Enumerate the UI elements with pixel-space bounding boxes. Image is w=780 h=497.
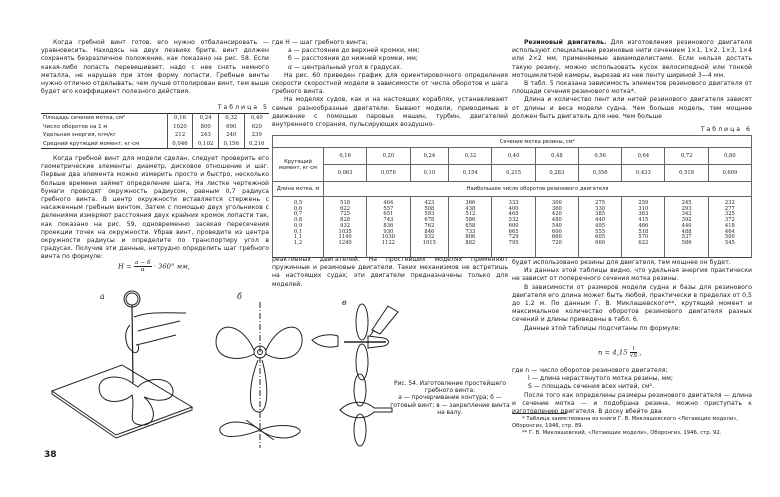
table6-caption: Таблица 6 xyxy=(700,126,752,133)
table5-row-label: Удельная энергия, кгм/кг xyxy=(43,132,117,139)
table6-torque-value: 0,063 xyxy=(324,165,367,182)
table6-torque-value: 0,609 xyxy=(708,165,751,182)
table6-revs-label: Наибольшее число оборотов резинового двигателя xyxy=(324,182,752,197)
paragraph-engines-cont: реактивных двигателей. На простейших моделях применяют пружинные и резиновые двигатели. Таких механизмов не встретишь на настоящих судах; эти двигатели предназначены только для моделей. xyxy=(272,256,508,288)
page-number: 38 xyxy=(44,450,57,460)
table6-length-value: 0,7 xyxy=(293,211,303,218)
table6-revs-value: 1035 xyxy=(338,228,352,235)
figure-label-b: б xyxy=(237,292,242,301)
table5-cell: 0,24 xyxy=(193,114,219,123)
where-line: l — длина нерастянутого мотка резины, мм; xyxy=(528,375,674,383)
table6-revs-value: 743 xyxy=(383,217,394,224)
table6-revs-value: 385 xyxy=(595,211,606,218)
illustration-finished-propeller xyxy=(210,300,310,450)
table6-torque-value: 0,356 xyxy=(578,165,621,182)
caption-title: Рис. 54. Изготовление простейшего гребного винта: xyxy=(394,381,506,395)
table6-revs-value: 310 xyxy=(638,205,649,212)
table6-length-value: 1,1 xyxy=(293,234,303,241)
paragraph-rubber: Для изготовления резинового двигателя используют специальные резиновые нити сечением 1×1, 1×2, 1×3, 1×4 или 2×2 мм, применяемые авиамоделистами. Если нельзя достать такую резину, можно использовать кусок велосипедной или тонкой мотоциклетной камеры, вырезав из нее ленту шириной 3—4 мм. xyxy=(512,39,752,79)
table6-revs-value: 651 xyxy=(383,211,394,218)
table6-revs-value: 518 xyxy=(638,228,649,235)
table6-revs-value: 277 xyxy=(724,205,735,212)
table5-cell: 240 xyxy=(218,131,244,140)
table6-revs-value: 342 xyxy=(681,211,692,218)
table6-torque-value: 0,154 xyxy=(449,165,492,182)
table6-length-value: 0,9 xyxy=(293,222,303,229)
table6-revs-value: 678 xyxy=(424,217,435,224)
table6-revs-value: 330 xyxy=(595,205,606,212)
table5-row xyxy=(41,123,269,132)
table5-row-label: Средний крутящий момент, кг·см xyxy=(43,140,140,147)
table5-caption: Таблица 5 xyxy=(217,104,269,111)
middle-text-bottom xyxy=(272,256,508,289)
table6-revs-value: 593 xyxy=(424,211,435,218)
formula-rhs: · 360° мм, xyxy=(153,262,190,271)
table6-revs-value: 557 xyxy=(383,205,394,212)
table6-data-row xyxy=(273,197,752,258)
footnotes xyxy=(512,416,752,437)
table6-revs-value: 465 xyxy=(508,211,519,218)
paragraph-graph-ref: На рис. 60 приведен график для ориентировочного определения скорости скоростной модели в зависимости от числа оборотов и шага гребного винта. xyxy=(272,71,508,96)
table6-revs-value: 570 xyxy=(638,234,649,241)
table6-revs-value: 438 xyxy=(465,205,476,212)
table6-revs-value: 275 xyxy=(595,200,606,206)
table6-revs-value: 882 xyxy=(465,239,476,246)
table6-revs-value: 440 xyxy=(681,222,692,229)
paragraph-more-rubber: будет использовано резины для двигателя, тем мощнее он будет. xyxy=(512,259,731,266)
illustration-mounting-propeller xyxy=(310,300,400,450)
formula-denominator: α xyxy=(140,267,145,273)
table6-length-value: 0,6 xyxy=(293,205,303,212)
paragraph-geometry: Когда гребной винт для модели сделан, следует проверить его геометрические элементы: диаметр, дисковое отношение и шаг. Первые два элемента можно измерить просто и быстро, несколько больше времени займет определение шага. На листке чертежной бумаги проводят окружность радиусом, равным 0,7 радиуса гребного винта. В центр окружности вставляется стержень с насаженным гребным винтом. Затем с помощью двух угольников с делениями измеряют расстояния двух крайних кромок лопасти так, как показано на рис. 59, одновременно засекая пересечения проекции точек на окружности. Убрав винт, проведите из центра окружности радиусы и определите по транспортиру угол в градусах. Получив эти данные, нетрудно определить шаг гребного винта по формуле: xyxy=(41,155,269,261)
table6-revs-column xyxy=(708,197,751,258)
table6-revs-value: 932 xyxy=(424,234,435,241)
table6-torque-value: 0,215 xyxy=(492,165,535,182)
table6-revs-column xyxy=(578,197,621,258)
formula-numerator: a − б xyxy=(134,260,151,266)
table6-revs-value: 846 xyxy=(424,228,435,235)
formula-numerator: l xyxy=(630,346,638,353)
table5-row-label: Число оборотов на 1 м xyxy=(43,123,108,130)
where-line: б — расстояние до нижней кромки, мм; xyxy=(288,55,418,63)
table6-revs-column xyxy=(410,197,449,258)
table6-revs-value: 836 xyxy=(383,222,394,229)
right-text-where xyxy=(512,367,752,416)
table6-revs-value: 512 xyxy=(465,211,476,218)
table6-revs-value: 372 xyxy=(724,217,735,224)
table6-revs-value: 586 xyxy=(681,239,692,246)
table6-revs-value: 423 xyxy=(424,200,435,206)
where-line: где H — шаг гребного винта; xyxy=(272,39,368,46)
table6-revs-value: 415 xyxy=(638,217,649,224)
table6-revs-value: 1015 xyxy=(422,239,436,246)
table6-length-value: 0,8 xyxy=(293,217,303,224)
table6-section-value: 0,48 xyxy=(535,148,578,165)
table6-revs-column xyxy=(449,197,492,258)
table6-revs-value: 518 xyxy=(340,200,351,206)
paragraph-length-range: В зависимости от размеров модели судна и базы для резинового двигателя его длина может быть любой, практически в пределах от 0,5 до 1,2 м. По данным Г. В. Миклашевского**, крутящий момент и максимальное количество оборотов резинового двигателя разных сечений и длины приведены в табл. 6. xyxy=(512,283,752,324)
figure-label-a: а xyxy=(100,292,105,301)
table6-revs-value: 464 xyxy=(724,228,735,235)
table6-revs-column xyxy=(622,197,665,258)
table6-revs-value: 828 xyxy=(340,217,351,224)
table6-section-value: 0,40 xyxy=(492,148,535,165)
table6-revs-value: 930 xyxy=(383,228,394,235)
table6-revs-value: 1140 xyxy=(338,234,352,241)
table6-revs-value: 622 xyxy=(340,205,351,212)
assembled-spinner xyxy=(340,402,392,418)
table6-torque-value: 0,076 xyxy=(367,165,410,182)
table6-section-value: 0,72 xyxy=(665,148,708,165)
table6-revs-value: 545 xyxy=(724,239,735,246)
footnote-rule xyxy=(512,413,567,414)
table6-revs-value: 300 xyxy=(551,200,562,206)
table6-section-value: 0,24 xyxy=(410,148,449,165)
table6-revs-value: 622 xyxy=(638,239,649,246)
table6-torque-value: 0,433 xyxy=(622,165,665,182)
table5-row xyxy=(41,114,269,123)
table6-section-value: 0,32 xyxy=(449,148,492,165)
table6-revs-value: 660 xyxy=(595,239,606,246)
table5-cell: 243 xyxy=(193,131,219,140)
table5-cell: 0,156 xyxy=(218,140,244,149)
pitch-formula xyxy=(118,260,190,273)
blade xyxy=(216,327,254,358)
table6-lengths-column xyxy=(273,197,324,258)
paragraph-engines: На моделях судов, как и на настоящих кораблях, устанавливают самые разнообразные двигатели. Бывают модели, приводимые в движение с помощью паровых машин, турбин, двигателей внутреннего сгорания, пульсирующих воздушно- xyxy=(272,96,508,129)
formula-lhs: H = xyxy=(118,262,132,271)
table5-cell: 0,216 xyxy=(244,140,269,149)
table5-cell: 0,046 xyxy=(167,140,193,149)
table6-revs-value: 495 xyxy=(595,222,606,229)
table6-revs-value: 232 xyxy=(724,200,735,206)
table6-revs-value: 464 xyxy=(383,200,394,206)
table6-revs-value: 418 xyxy=(724,222,735,229)
table6-torque-value: 0,10 xyxy=(410,165,449,182)
left-paragraph-2 xyxy=(41,155,269,262)
paragraph-length: Длина и количество лент или нитей резинового двигателя зависят от длины и веса модели судна. Чем больше модель, тем мощнее должен быть двигатель для нее. Чем больше xyxy=(512,96,752,120)
table6-revs-value: 600 xyxy=(551,228,562,235)
table6-revs-column xyxy=(324,197,367,258)
table5-cell: 800 xyxy=(193,123,219,132)
table6-revs-value: 532 xyxy=(508,217,519,224)
revs-formula xyxy=(598,346,642,359)
table6-revs-value: 245 xyxy=(681,200,692,206)
blade xyxy=(354,414,366,446)
table6-revs-value: 660 xyxy=(551,234,562,241)
paragraph-energy: Из данных этой таблицы видно, что удельная энергия практически не зависит от поперечного сечения мотка резины. xyxy=(512,267,752,283)
table6-revs-value: 795 xyxy=(508,239,519,246)
where-line: α — центральный угол в градусах. xyxy=(288,63,402,71)
table6-torque-value: 0,283 xyxy=(535,165,578,182)
table5-cell: 0,102 xyxy=(193,140,219,149)
formula-denominator: √S xyxy=(629,353,638,359)
where-line: S — площадь сечения всех нитей, см². xyxy=(528,383,655,391)
table6-revs-value: 420 xyxy=(551,211,562,218)
blade xyxy=(356,304,368,340)
table6-revs-value: 259 xyxy=(638,200,649,206)
table6-revs-value: 440 xyxy=(595,217,606,224)
figure-caption xyxy=(390,381,510,417)
table6-torque-value: 0,518 xyxy=(665,165,708,182)
table6-length-value: 0,5 xyxy=(293,200,303,206)
table6-revs-value: 1122 xyxy=(381,239,395,246)
table6-revs-value: 806 xyxy=(465,234,476,241)
blade xyxy=(266,327,302,358)
table6-torques-row xyxy=(273,165,752,182)
table5-cell: 0,40 xyxy=(244,114,269,123)
table5-cell: 0,32 xyxy=(218,114,244,123)
table6-revs-value: 555 xyxy=(595,228,606,235)
footnote: * Таблица заимствована из книги Г. В. Миклашевского «Летающие модели», Оборонгиз, 1946, стр. 89. xyxy=(512,416,739,429)
spinner-cone xyxy=(312,335,338,347)
table6-torque-label: Крутящий момент, кг·см xyxy=(273,148,324,182)
table6-revs-value: 325 xyxy=(724,211,735,218)
table-5 xyxy=(41,113,269,149)
illustration-scribing-contour xyxy=(40,285,210,455)
table5-row xyxy=(41,140,269,149)
table6-revs-value: 500 xyxy=(724,234,735,241)
metal-sheet xyxy=(52,365,192,435)
table5-cell: 690 xyxy=(218,123,244,132)
table6-revs-value: 720 xyxy=(551,239,562,246)
table5-cell: 620 xyxy=(244,123,269,132)
table6-revs-value: 725 xyxy=(340,211,351,218)
paragraph-formula-intro: Данные этой таблицы подсчитаны по формуле: xyxy=(524,324,681,332)
table6-revs-column xyxy=(492,197,535,258)
table6-revs-value: 658 xyxy=(465,222,476,229)
table5-row xyxy=(41,131,269,140)
table6-revs-value: 360 xyxy=(551,205,562,212)
table6-section-header: Сечение мотка резины, см² xyxy=(324,136,752,148)
table6-revs-value: 605 xyxy=(595,234,606,241)
table6-section-value: 0,56 xyxy=(578,148,621,165)
table6-revs-value: 366 xyxy=(465,200,476,206)
table6-revs-value: 392 xyxy=(681,217,692,224)
table6-section-value: 0,64 xyxy=(622,148,665,165)
table6-length-value: 1,2 xyxy=(293,239,303,246)
figure-label-v: в xyxy=(342,298,347,307)
table6-revs-value: 333 xyxy=(508,200,519,206)
footnote: ** Г. В. Миклашевский, «Летающие модели», Оборонгиз, 1946, стр. 92. xyxy=(522,430,722,436)
table6-revs-value: 480 xyxy=(551,217,562,224)
right-text-bottom xyxy=(512,259,752,333)
table6-revs-value: 508 xyxy=(424,205,435,212)
table6-revs-value: 400 xyxy=(508,205,519,212)
middle-text-top xyxy=(272,39,508,129)
table-6 xyxy=(272,135,752,258)
table5-row-label: Площадь сечения мотка, см² xyxy=(43,115,126,121)
table5-cell: 212 xyxy=(167,131,193,140)
table6-labels-row xyxy=(273,182,752,197)
table6-revs-value: 733 xyxy=(465,228,476,235)
paragraph-table5-ref: В табл. 5 показана зависимость элементов резинового двигателя от площади сечения резинового мотка*. xyxy=(512,80,752,96)
table6-revs-value: 540 xyxy=(551,222,562,229)
table6-section-value: 0,80 xyxy=(708,148,751,165)
paragraph-assembly: После того как определены размеры резинового двигателя — длина и сечение мотка — и подобрана резина, можно приступать к изготовлению двигателя. В доску вбейте два xyxy=(512,391,752,416)
table6-revs-value: 586 xyxy=(465,217,476,224)
table6-revs-value: 729 xyxy=(508,234,519,241)
where-line: а — расстояние до верхней кромки, мм; xyxy=(288,47,420,55)
table6-revs-value: 466 xyxy=(638,222,649,229)
formula-lhs: n = 4,15 xyxy=(598,348,628,357)
table6-revs-value: 932 xyxy=(340,222,351,229)
formula-rhs: , xyxy=(639,348,642,357)
blade xyxy=(250,360,266,412)
table6-header-row xyxy=(273,136,752,148)
table6-revs-value: 537 xyxy=(681,234,692,241)
where-line: где n — число оборотов резинового двигателя; xyxy=(512,367,668,374)
table6-section-value: 0,16 xyxy=(324,148,367,165)
section-heading: Резиновый двигатель. xyxy=(524,39,607,46)
table6-corner xyxy=(273,136,324,148)
table6-length-label: Длина мотка, м xyxy=(273,182,324,197)
table6-section-value: 0,20 xyxy=(367,148,410,165)
table6-revs-value: 665 xyxy=(508,228,519,235)
table6-revs-value: 363 xyxy=(638,211,649,218)
table6-revs-value: 293 xyxy=(681,205,692,212)
glue-tube xyxy=(372,306,398,334)
table5-cell: 1020 xyxy=(167,123,193,132)
table6-revs-value: 600 xyxy=(508,222,519,229)
hand xyxy=(126,313,186,353)
table6-length-value: 0,1 xyxy=(293,228,303,235)
caption-body: а — прочерчивание контура; б — готовый винт; в — закрепление винта на валу. xyxy=(390,395,510,416)
table6-revs-value: 488 xyxy=(681,228,692,235)
table6-revs-column xyxy=(535,197,578,258)
table5-cell: 0,16 xyxy=(167,114,193,123)
paragraph-balancing: Когда гребной винт готов, его нужно отбалансировать — уравновесить. Находясь на двух лезвиях бритв, винт должен сохранять безразличное положение, как показано на рис. 58. Если какая-либо лопасть перевешивает, надо с нее снять немного металла, не нарушая при этом форму лопасти. Гребные винты нужно отлично отделывать; чем лучше отполирован винт, тем выше будет его коэффициент полезного действия. xyxy=(41,39,269,96)
table6-revs-column xyxy=(367,197,410,258)
table6-revs-value: 1240 xyxy=(338,239,352,246)
table6-revs-value: 1030 xyxy=(381,234,395,241)
right-text-top xyxy=(512,39,752,121)
table6-sections-row xyxy=(273,148,752,165)
left-paragraph-1 xyxy=(41,39,269,96)
table5-cell: 239 xyxy=(244,131,269,140)
table6-revs-value: 762 xyxy=(424,222,435,229)
table6-revs-column xyxy=(665,197,708,258)
